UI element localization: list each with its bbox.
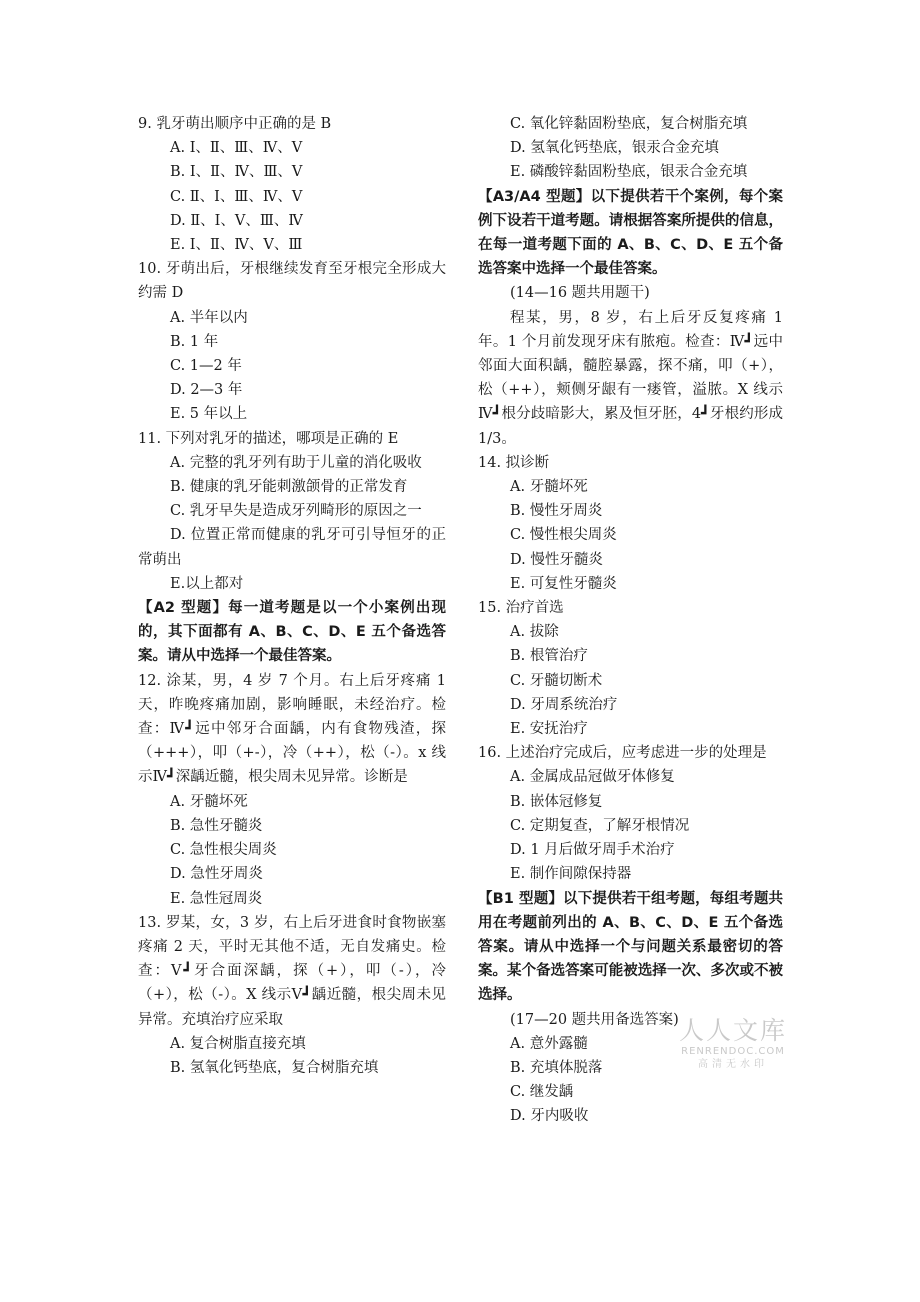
option-c: C. 慢性根尖周炎 [510,527,617,544]
option-c: C. 1—2 年 [170,358,242,375]
watermark-title: 人人文库 [678,1016,787,1045]
b1-section-header: 【B1 型题】以下提供若干组考题，每组考题共用在考题前列出的 A、B、C、D、E 五个备选答案。请从中选择一个与问题关系最密切的答案。某个备选答案可能被选择一次、多次或不被选择。 [478,890,783,1004]
option-b: B. 根管治疗 [510,648,588,665]
option-a: A. 意外露髓 [510,1035,588,1052]
question-stem: 16. 上述治疗完成后，应考虑进一步的处理是 [478,745,767,762]
option-b: B. 健康的乳牙能刺激颌骨的正常发育 [170,479,408,496]
option-a: A. 复合树脂直接充填 [170,1035,306,1052]
option-d: D. 牙内吸收 [510,1108,589,1125]
case-description: 程某，男，8 岁，右上后牙反复疼痛 1 年。1 个月前发现牙床有脓疱。检查：Ⅳ┛远中邻面大面积龋，髓腔暴露，探不痛，叩（+），松（++），颊侧牙龈有一瘘管，溢脓。X 线示Ⅳ┛根分歧暗影大，累及恒牙胚，4┛牙根约形成 1/3。 [478,309,783,447]
question-stem: 10. 牙萌出后，牙根继续发育至牙根完全形成大约需 D [138,261,446,302]
right-column [478,112,783,1129]
shared-options-17-20 [478,1032,783,1129]
question-12 [138,669,446,911]
option-d: D. 牙周系统治疗 [510,696,618,713]
answer-group-label: (17—20 题共用备选答案) [510,1011,679,1028]
option-e: E. Ⅰ、Ⅱ、Ⅳ、Ⅴ、Ⅲ [170,237,303,254]
option-a: A. Ⅰ、Ⅱ、Ⅲ、Ⅳ、Ⅴ [170,140,303,157]
question-stem: 13. 罗某，女，3 岁，右上后牙进食时食物嵌塞疼痛 2 天，平时无其他不适，无自发痛史。检查：Ⅴ┛牙合面深龋，探（+），叩（-），冷（+），松（-）。X 线示Ⅴ┛龋近髓，根尖周未见异常。充填治疗应采取 [138,914,446,1028]
question-16 [478,741,783,886]
option-d: D. 1 月后做牙周手术治疗 [510,842,675,859]
option-a: A. 拔除 [510,624,559,641]
option-e: E. 安抚治疗 [510,721,588,738]
option-d: D. 氢氧化钙垫底，银汞合金充填 [510,140,719,157]
option-b: B. 嵌体冠修复 [510,793,603,810]
option-b: B. Ⅰ、Ⅱ、Ⅳ、Ⅲ、Ⅴ [170,164,303,181]
option-e: E. 急性冠周炎 [170,890,263,907]
question-10 [138,257,446,426]
option-a: A. 牙髓坏死 [170,793,248,810]
question-9 [138,112,446,257]
option-e: E.以上都对 [170,575,244,592]
question-13 [138,911,446,1080]
option-a: A. 半年以内 [170,309,248,326]
option-d: D. 急性牙周炎 [170,866,263,883]
option-c: C. 继发龋 [510,1084,574,1101]
question-11 [138,427,446,596]
option-b: B. 1 年 [170,333,219,350]
question-15 [478,596,783,741]
question-stem: 15. 治疗首选 [478,600,564,617]
option-c: C. 急性根尖周炎 [170,842,277,859]
option-b: B. 急性牙髓炎 [170,817,263,834]
option-a: A. 牙髓坏死 [510,479,588,496]
case-group-label: (14—16 题共用题干) [510,285,650,302]
option-c: C. Ⅱ、Ⅰ、Ⅲ、Ⅳ、Ⅴ [170,188,303,205]
question-stem: 11. 下列对乳牙的描述，哪项是正确的 E [138,430,399,447]
a3a4-section-header: 【A3/A4 型题】以下提供若干个案例，每个案例下设若干道考题。请根据答案所提供的信息，在每一道考题下面的 A、B、C、D、E 五个备选答案中选择一个最佳答案。 [478,188,783,278]
watermark-url: RENRENDOC.COM [681,1046,785,1057]
question-14 [478,451,783,596]
a2-section-header: 【A2 型题】每一道考题是以一个小案例出现的，其下面都有 A、B、C、D、E 五个备选答案。请从中选择一个最佳答案。 [138,600,446,665]
watermark-subtitle: 高清无水印 [698,1059,768,1070]
option-a: A. 金属成品冠做牙体修复 [510,769,675,786]
option-d: D. 位置正常而健康的乳牙可引导恒牙的正常萌出 [138,527,446,568]
option-d: D. 2—3 年 [170,382,243,399]
option-b: B. 充填体脱落 [510,1059,603,1076]
question-stem: 12. 涂某，男，4 岁 7 个月。右上后牙疼痛 1 天，昨晚疼痛加剧，影响睡眠，未经治疗。检查：Ⅳ┛远中邻牙合面龋，内有食物残渣，探（+++），叩（+-），冷（++），松（-）。x 线示Ⅳ┛深龋近髓，根尖周未见异常。诊断是 [138,672,446,786]
option-c: C. 乳牙早失是造成牙列畸形的原因之一 [170,503,422,520]
option-c: C. 定期复查，了解牙根情况 [510,817,690,834]
option-e: E. 可复性牙髓炎 [510,575,617,592]
option-e: E. 制作间隙保持器 [510,866,632,883]
question-stem: 14. 拟诊断 [478,454,550,471]
option-a: A. 完整的乳牙列有助于儿童的消化吸收 [170,454,422,471]
option-d: D. 慢性牙髓炎 [510,551,603,568]
option-c: C. 氧化锌黏固粉垫底，复合树脂充填 [510,116,748,132]
option-e: E. 5 年以上 [170,406,248,423]
option-b: B. 慢性牙周炎 [510,503,603,520]
left-column [138,112,446,1080]
option-c: C. 牙髓切断术 [510,672,603,689]
option-b: B. 氢氧化钙垫底，复合树脂充填 [170,1059,379,1076]
question-13-continued [478,112,783,185]
option-d: D. Ⅱ、Ⅰ、Ⅴ、Ⅲ、Ⅳ [170,212,303,229]
option-e: E. 磷酸锌黏固粉垫底，银汞合金充填 [510,164,748,181]
question-stem: 9. 乳牙萌出顺序中正确的是 B [138,116,332,132]
